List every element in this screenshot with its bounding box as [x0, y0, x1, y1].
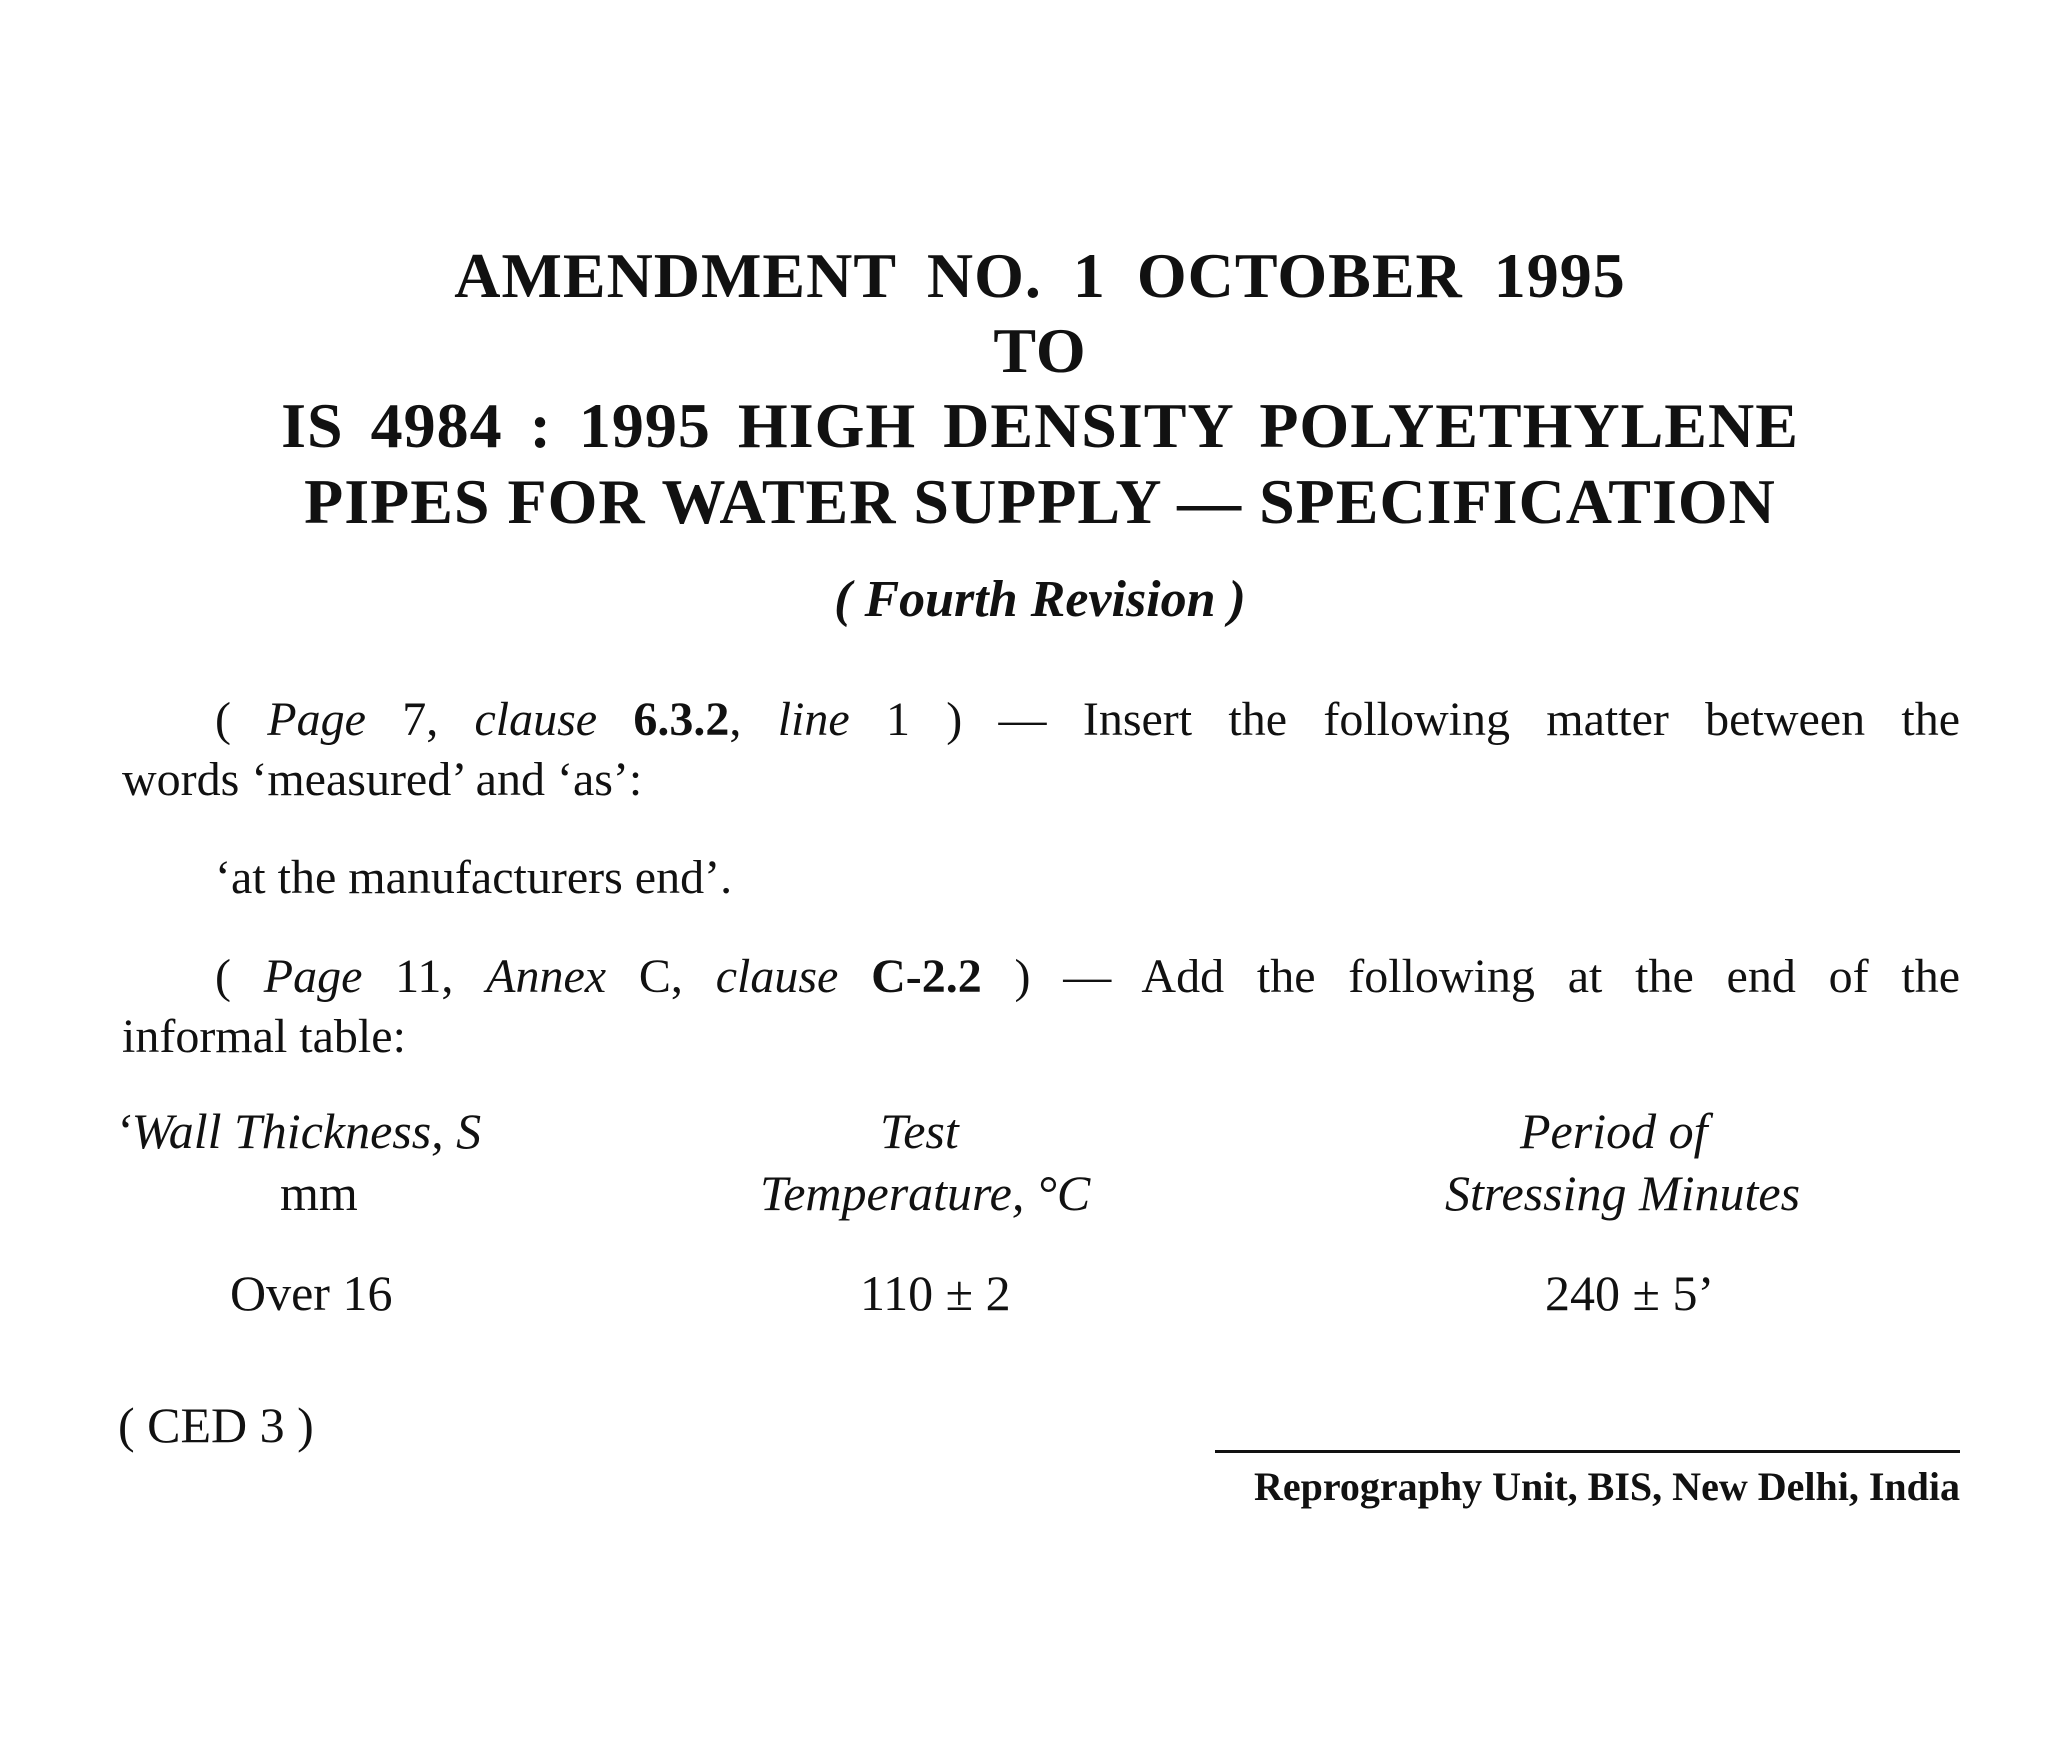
table-header-wall-thickness-unit: mm	[280, 1165, 358, 1221]
amendment-1-insertion: ‘at the manufacturers end’.	[215, 851, 733, 904]
standard-title-line2: PIPES FOR WATER SUPPLY — SPECIFICATION	[304, 466, 1776, 537]
amendment-1-line2: words ‘measured’ and ‘as’:	[122, 753, 643, 806]
table-header-test: Test	[880, 1103, 959, 1159]
amendment-2-line1: ( Page 11, Annex C, clause C-2.2 ) — Add the following at the end of the	[215, 950, 1961, 1003]
revision-note: ( Fourth Revision )	[834, 571, 1246, 628]
amendment-title-to: TO	[993, 315, 1087, 386]
amendment-title: AMENDMENT NO. 1 OCTOBER 1995	[454, 240, 1626, 311]
amendment-2-line2: informal table:	[122, 1010, 406, 1063]
standard-title-line1: IS 4984 : 1995 HIGH DENSITY POLYETHYLENE	[281, 390, 1799, 461]
amendment-1-line1: ( Page 7, clause 6.3.2, line 1 ) — Insert the following matter between the	[215, 693, 1961, 746]
table-header-stressing-minutes: Stressing Minutes	[1445, 1165, 1801, 1221]
footer-rule	[1215, 1450, 1960, 1453]
table-header-wall-thickness: ‘Wall Thickness, S	[115, 1103, 482, 1159]
table-cell-period: 240 ± 5’	[1545, 1265, 1715, 1321]
table-cell-wall-thickness: Over 16	[230, 1265, 393, 1321]
table-header-period: Period of	[1520, 1103, 1708, 1159]
table-header-temperature: Temperature, °C	[760, 1165, 1091, 1221]
table-cell-temperature: 110 ± 2	[860, 1265, 1011, 1321]
footer-imprint: Reprography Unit, BIS, New Delhi, India	[1253, 1464, 1960, 1509]
committee-reference: ( CED 3 )	[118, 1397, 314, 1453]
